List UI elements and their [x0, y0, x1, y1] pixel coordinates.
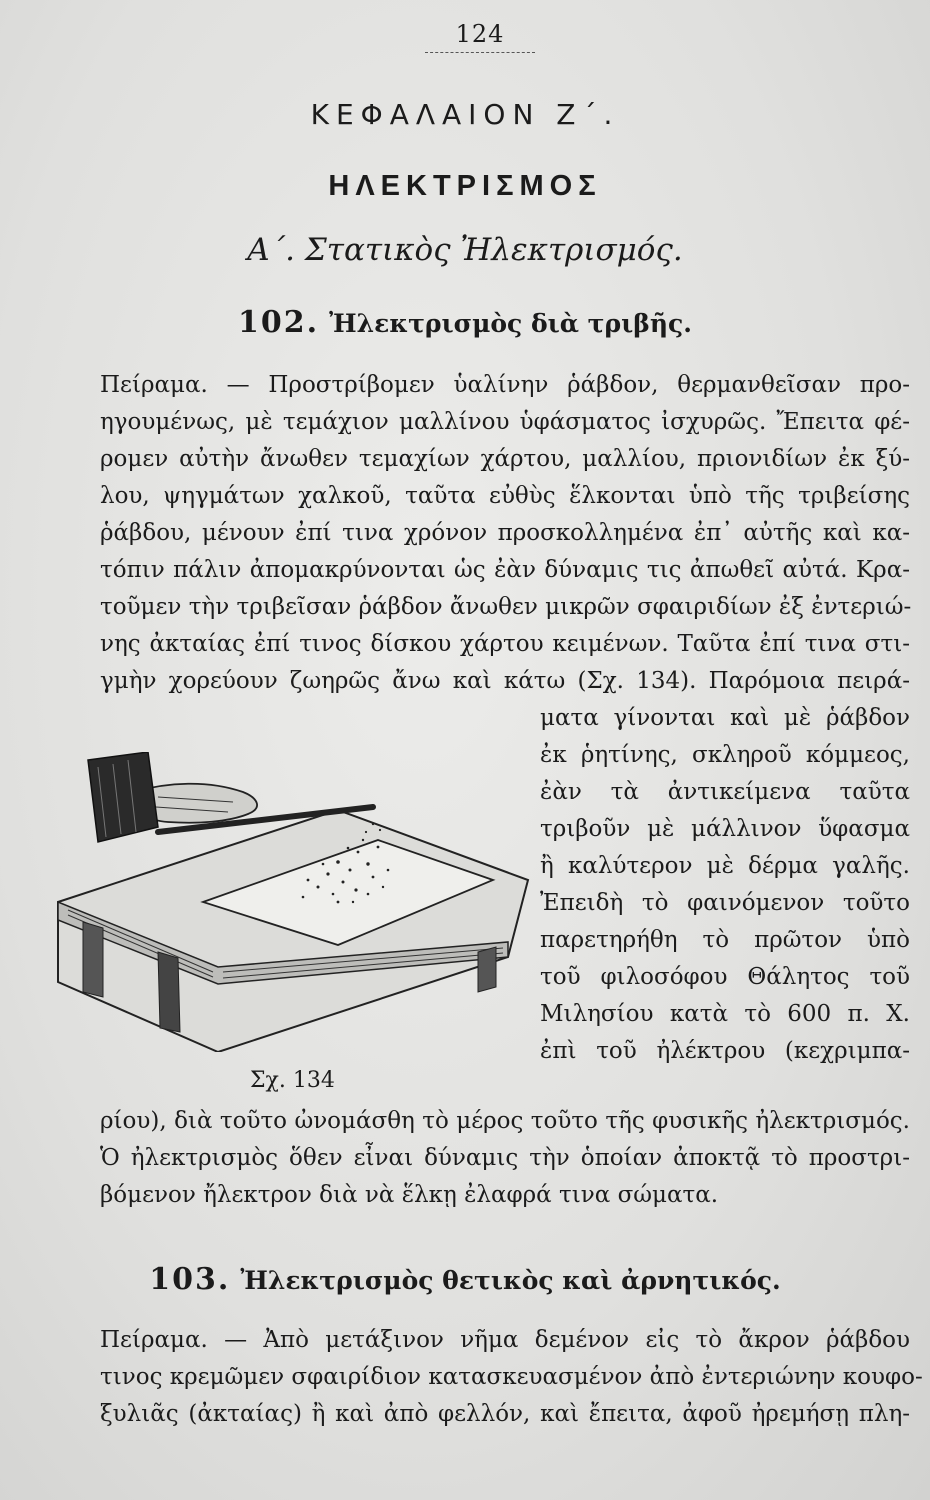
text-line: Ἐπειδὴ τὸ φαινόμενον τοῦτο [540, 890, 910, 916]
figure-134-illustration [38, 752, 538, 1052]
text-line: νης ἀκταίας ἐπί τινος δίσκου χάρτου κειμένων. Ταῦτα ἐπί τινα στι- [100, 631, 910, 657]
text-line: τοῦμεν τὴν τριβεῖσαν ῥάβδον ἄνωθεν μικρῶν σφαιριδίων ἐξ ἐντεριώ- [100, 594, 912, 620]
text-line: τοῦ φιλοσόφου Θάλητος τοῦ [540, 964, 910, 990]
text-line: τόπιν πάλιν ἀπομακρύνονται ὡς ἐὰν δύναμις τις ἀπωθεῖ αὐτά. Κρα- [100, 557, 910, 583]
text-line: παρετηρήθη τὸ πρῶτον ὑπὸ [540, 927, 910, 953]
heading-102 [0, 305, 930, 340]
text-line: βόμενον ἤλεκτρον διὰ νὰ ἕλκῃ ἐλαφρά τινα σώματα. [100, 1182, 719, 1208]
text-line: τριβοῦν μὲ μάλλινον ὕφασμα [540, 816, 910, 842]
subject-title: ΗΛΕΚΤΡΙΣΜΟΣ [328, 170, 602, 202]
text-line: ἐπὶ τοῦ ἠλέκτρου (κεχριμπα- [540, 1038, 910, 1064]
figure-caption: Σχ. 134 [250, 1068, 335, 1093]
text-line: ἢ καλύτερον μὲ δέρμα γαλῆς. [540, 853, 910, 879]
text-line: ματα γίνονται καὶ μὲ ῥάβδον [540, 705, 910, 731]
table-leg [158, 952, 180, 1032]
text-line: τινος κρεμῶμεν σφαιρίδιον κατασκευασμένον ἀπὸ ἐντεριώνην κουφο- [100, 1364, 923, 1390]
text-line: ῥάβδου, μένουν ἐπί τινα χρόνον προσκολλημένα ἐπ᾽ αὐτῆς καὶ κα- [100, 520, 910, 546]
text-line: Μιλησίου κατὰ τὸ 600 π. Χ. [540, 1001, 910, 1027]
sleeve-cuff [88, 752, 158, 842]
page-number: 124 [425, 20, 535, 53]
text-line: λου, ψηγμάτων χαλκοῦ, ταῦτα εὐθὺς ἕλκονται ὑπὸ τῆς τριβείσης [100, 483, 910, 509]
heading-number: 103. [149, 1262, 231, 1297]
text-line: ἐκ ῥητίνης, σκληροῦ κόμμεος, [540, 742, 910, 768]
heading-number: 102. [238, 305, 320, 340]
section-title: Α΄. Στατικὸς Ἠλεκτρισμός. [247, 232, 683, 268]
chapter-title: ΚΕΦΑΛΑΙΟΝ Ζ΄. [310, 98, 620, 131]
text-line: Ὁ ἠλεκτρισμὸς ὅθεν εἶναι δύναμις τὴν ὁποίαν ἀποκτᾷ τὸ προστρι- [100, 1145, 910, 1171]
text-line: ρίου), διὰ τοῦτο ὠνομάσθη τὸ μέρος τοῦτο τῆς φυσικῆς ἠλεκτρισμός. [100, 1108, 910, 1134]
heading-103 [0, 1262, 930, 1297]
table-leg [83, 922, 103, 997]
text-line: Πείραμα. — Ἀπὸ μετάξινον νῆμα δεμένον εἰς τὸ ἄκρον ῥάβδου [100, 1327, 910, 1353]
text-line: ρομεν αὐτὴν ἄνωθεν τεμαχίων χάρτου, μαλλίου, πριονιδίων ἐκ ξύ- [100, 446, 910, 472]
text-line: Πείραμα. — Προστρίβομεν ὑαλίνην ῥάβδον, θερμανθεῖσαν προ- [100, 372, 910, 398]
text-line: ηγουμένως, μὲ τεμάχιον μαλλίνου ὑφάσματος ἰσχυρῶς. Ἔπειτα φέ- [100, 409, 910, 435]
text-line: ἐὰν τὰ ἀντικείμενα ταῦτα [540, 779, 910, 805]
table-leg [478, 947, 496, 992]
text-line: ξυλιᾶς (ἀκταίας) ἢ καὶ ἀπὸ φελλόν, καὶ ἔπειτα, ἀφοῦ ἠρεμήσῃ πλη- [100, 1401, 910, 1427]
heading-text: Ἠλεκτρισμὸς θετικὸς καὶ ἀρνητικός. [240, 1266, 781, 1295]
text-line: γμὴν χορεύουν ζωηρῶς ἄνω καὶ κάτω (Σχ. 134). Παρόμοια πειρά- [100, 668, 910, 694]
heading-text: Ἠλεκτρισμὸς διὰ τριβῆς. [329, 309, 692, 338]
